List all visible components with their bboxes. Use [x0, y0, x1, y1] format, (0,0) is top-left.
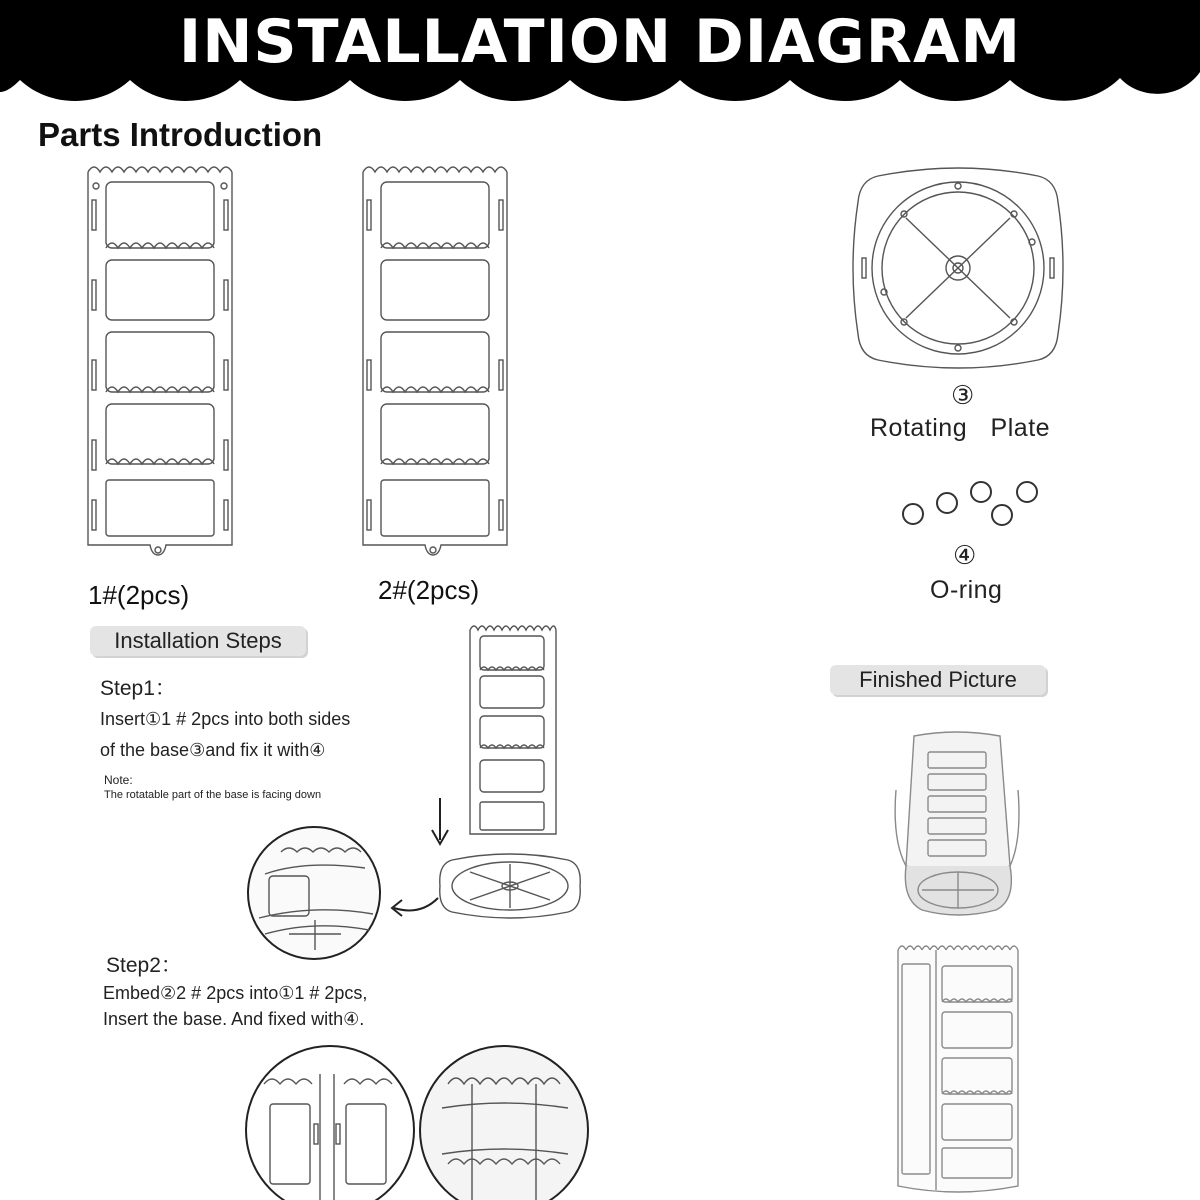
rotating-plate-drawing — [848, 162, 1068, 374]
down-arrow-icon — [428, 796, 458, 856]
step1-title: Step1： — [100, 677, 176, 700]
o-ring-number: ④ — [953, 540, 977, 570]
parts-section-title: Parts Introduction — [38, 116, 323, 153]
step2-line2: Insert the base. And fixed with④. — [103, 1009, 365, 1029]
step2-detail-circle-left — [244, 1044, 416, 1200]
finished-view-upright — [888, 936, 1028, 1198]
panel-2-drawing — [355, 160, 515, 560]
plate-caption: Rotating Plate — [870, 414, 1051, 442]
o-ring-caption: O-ring — [930, 576, 1003, 604]
installation-steps-heading: Installation Steps — [90, 626, 306, 656]
page-title: INSTALLATION DIAGRAM — [178, 7, 1022, 77]
step1-note-text: The rotatable part of the base is facing down — [104, 789, 322, 801]
step1-note-label: Note: — [104, 773, 133, 787]
o-ring-drawing — [898, 476, 1046, 530]
step2-title: Step2： — [106, 954, 182, 977]
step1-line1: Insert①1 # 2pcs into both sides — [100, 709, 351, 729]
step1-panel-drawing — [464, 620, 560, 840]
finished-view-tilted — [892, 730, 1022, 916]
finished-picture-heading: Finished Picture — [830, 665, 1046, 695]
curved-arrow-icon — [384, 892, 444, 922]
panel-1-drawing — [80, 160, 240, 560]
step1-line2: of the base③and fix it with④ — [100, 740, 326, 760]
panel-1-caption: 1#(2pcs) — [88, 580, 190, 610]
step1-detail-circle — [245, 824, 383, 962]
step1-base-drawing — [436, 848, 584, 924]
step2-detail-circle-right — [418, 1044, 590, 1200]
step2-line1: Embed②2 # 2pcs into①1 # 2pcs, — [103, 983, 368, 1003]
plate-number: ③ — [951, 380, 975, 410]
panel-2-caption: 2#(2pcs) — [378, 575, 480, 605]
